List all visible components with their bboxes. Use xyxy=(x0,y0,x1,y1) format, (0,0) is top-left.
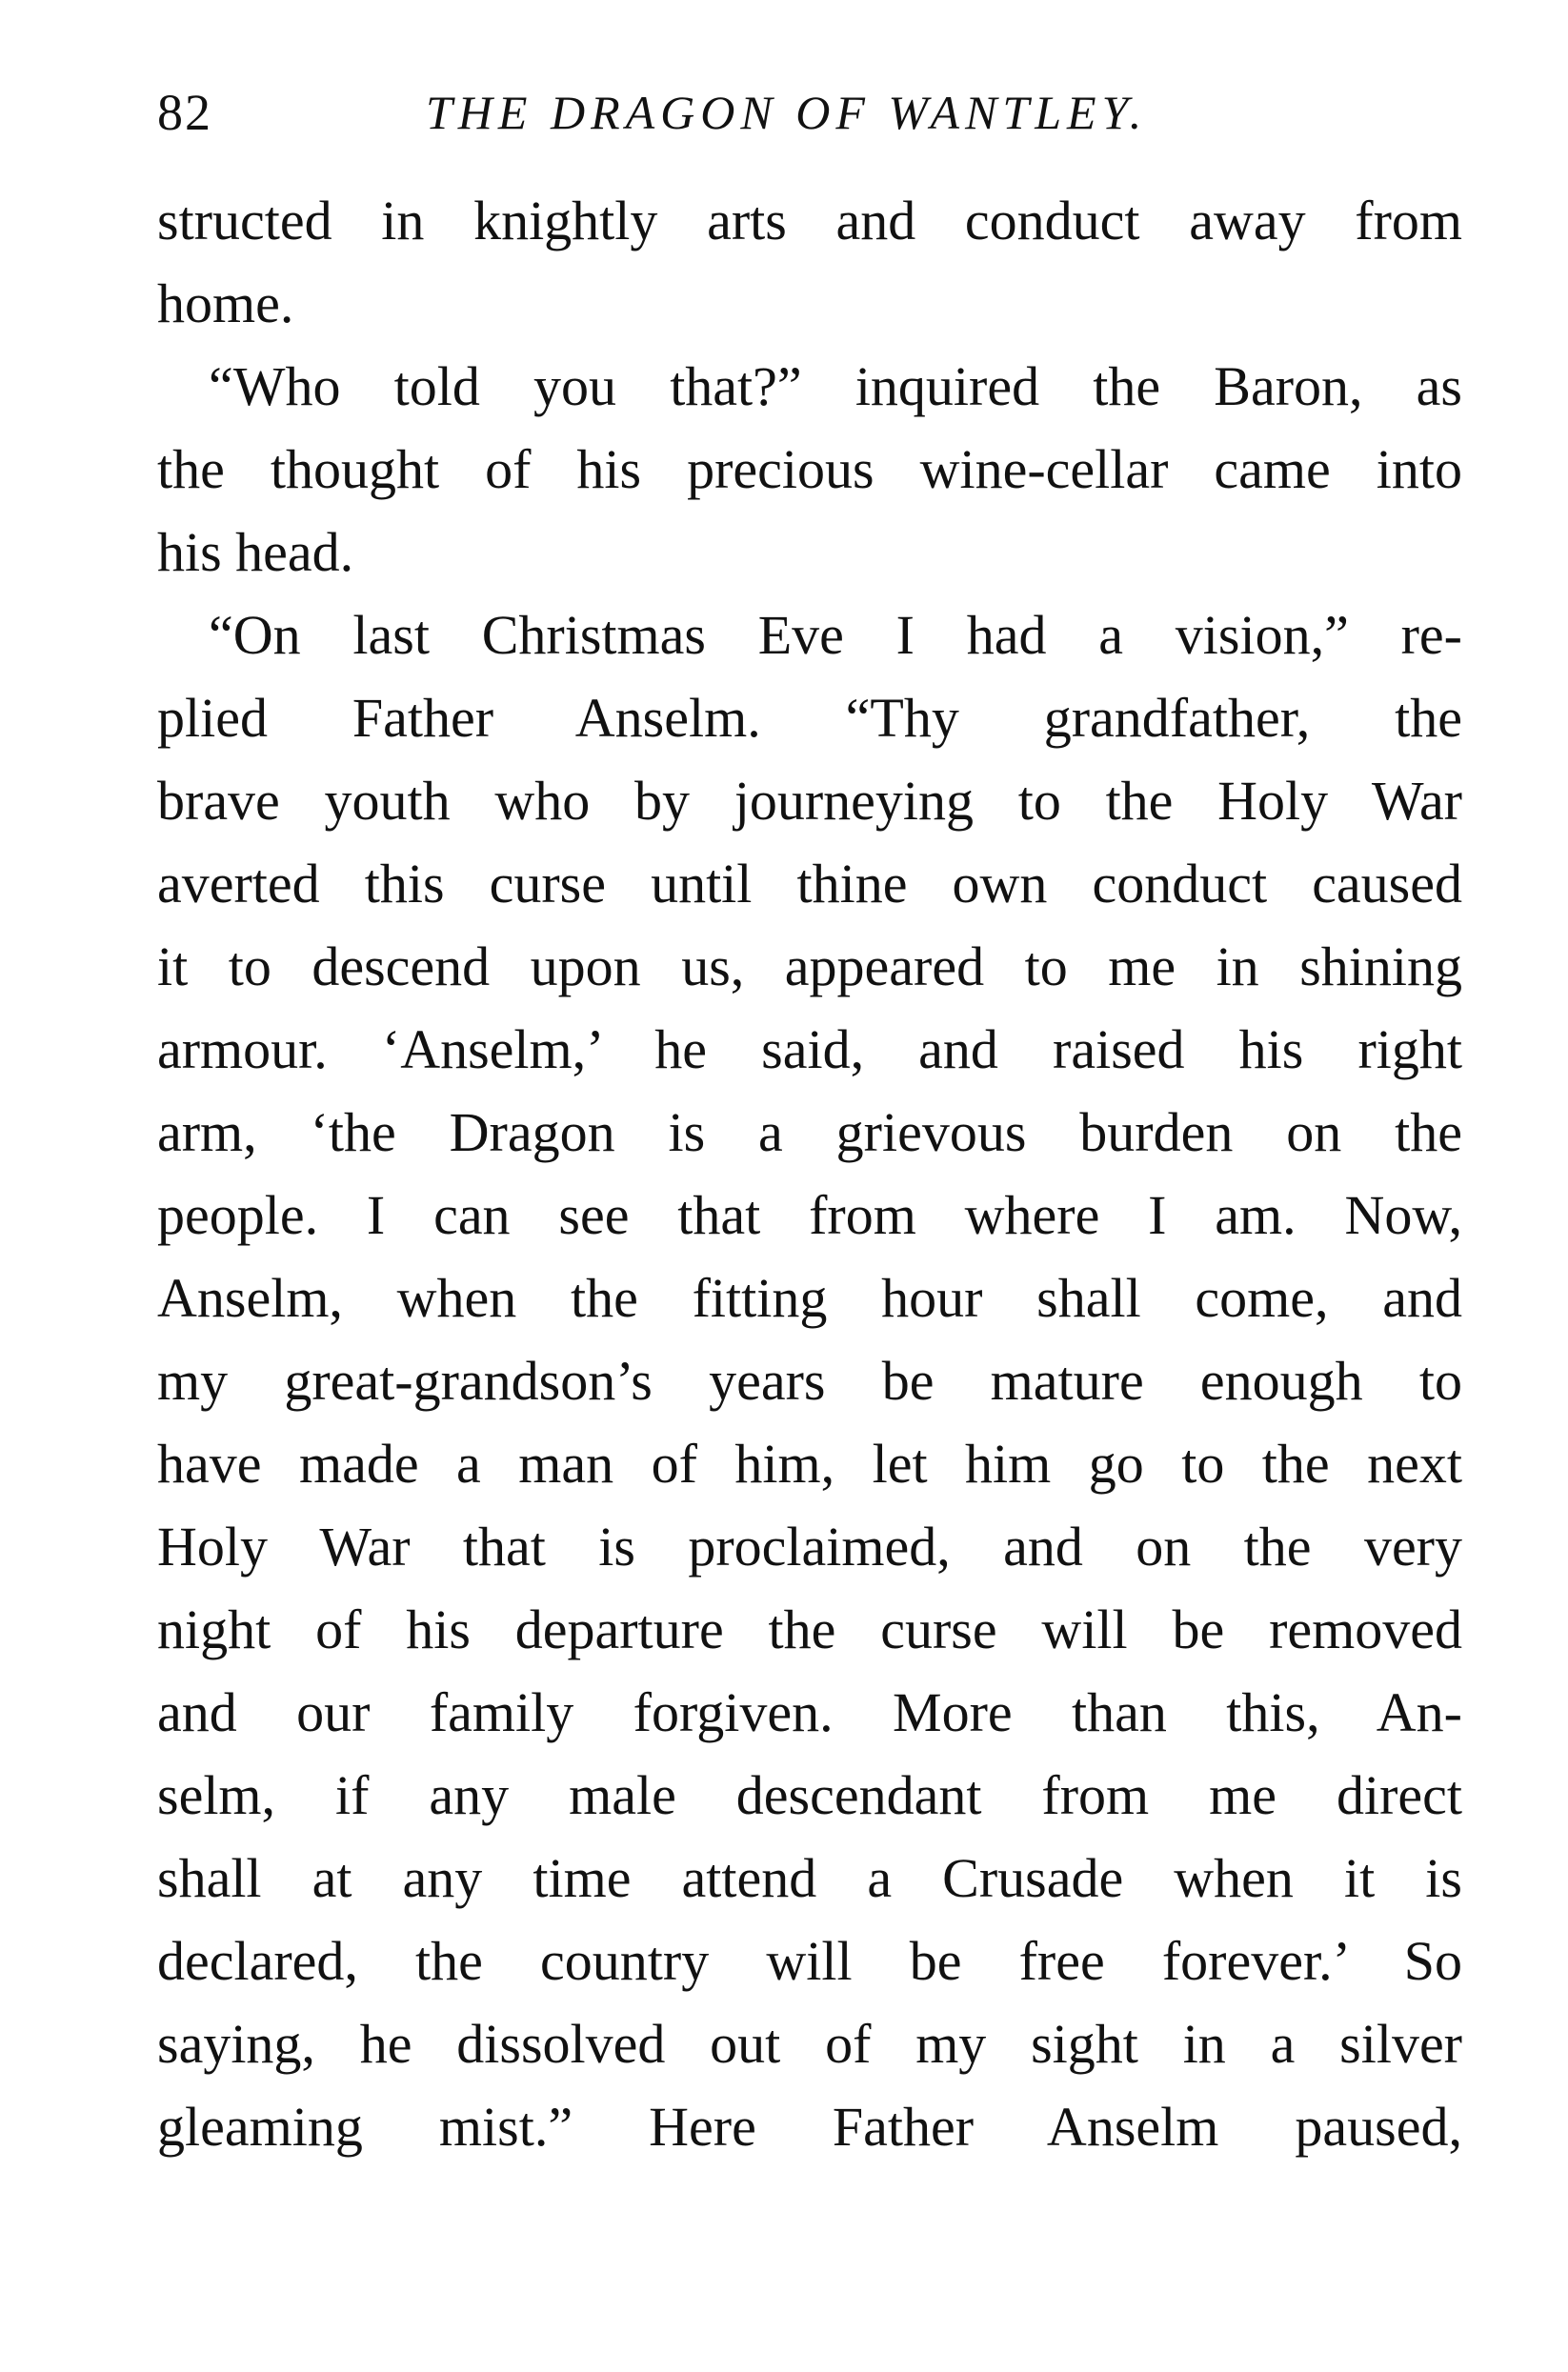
text-line: Holy War that is proclaimed, and on the very xyxy=(157,1516,1462,1578)
page-number: 82 xyxy=(157,84,212,141)
text-line: it to descend upon us, appeared to me in shining xyxy=(157,935,1462,997)
text-line: plied Father Anselm. “Thy grandfather, the xyxy=(157,687,1462,749)
text-line: declared, the country will be free forever.’ So xyxy=(157,1930,1462,1992)
text-line: “Who told you that?” inquired the Baron, as xyxy=(209,355,1462,417)
text-line: the thought of his precious wine-cellar came into xyxy=(157,438,1462,500)
text-line: Anselm, when the fitting hour shall come, and xyxy=(157,1267,1462,1329)
text-line: “On last Christmas Eve I had a vision,” re- xyxy=(209,604,1462,666)
text-line: my great-grandson’s years be mature enough to xyxy=(157,1350,1462,1412)
text-line: gleaming mist.” Here Father Anselm paused, xyxy=(157,2096,1462,2158)
text-line: brave youth who by journeying to the Holy War xyxy=(157,770,1462,832)
text-line: home. xyxy=(157,272,294,334)
body-text xyxy=(157,179,1462,2168)
text-line: his head. xyxy=(157,521,354,583)
text-line: night of his departure the curse will be removed xyxy=(157,1598,1462,1660)
running-title: THE DRAGON OF WANTLEY. xyxy=(426,86,1148,139)
page-header xyxy=(157,74,1462,151)
text-line: people. I can see that from where I am. Now, xyxy=(157,1184,1462,1246)
text-line: structed in knightly arts and conduct away from xyxy=(157,190,1462,251)
text-line: armour. ‘Anselm,’ he said, and raised his right xyxy=(157,1018,1462,1080)
text-line: averted this curse until thine own conduct caused xyxy=(157,853,1462,915)
text-line: have made a man of him, let him go to the next xyxy=(157,1433,1462,1495)
text-line: selm, if any male descendant from me direct xyxy=(157,1764,1462,1826)
text-line: shall at any time attend a Crusade when it is xyxy=(157,1847,1462,1909)
text-line: arm, ‘the Dragon is a grievous burden on the xyxy=(157,1101,1462,1163)
text-line: and our family forgiven. More than this, An- xyxy=(157,1681,1462,1743)
text-line: saying, he dissolved out of my sight in a silver xyxy=(157,2013,1462,2075)
